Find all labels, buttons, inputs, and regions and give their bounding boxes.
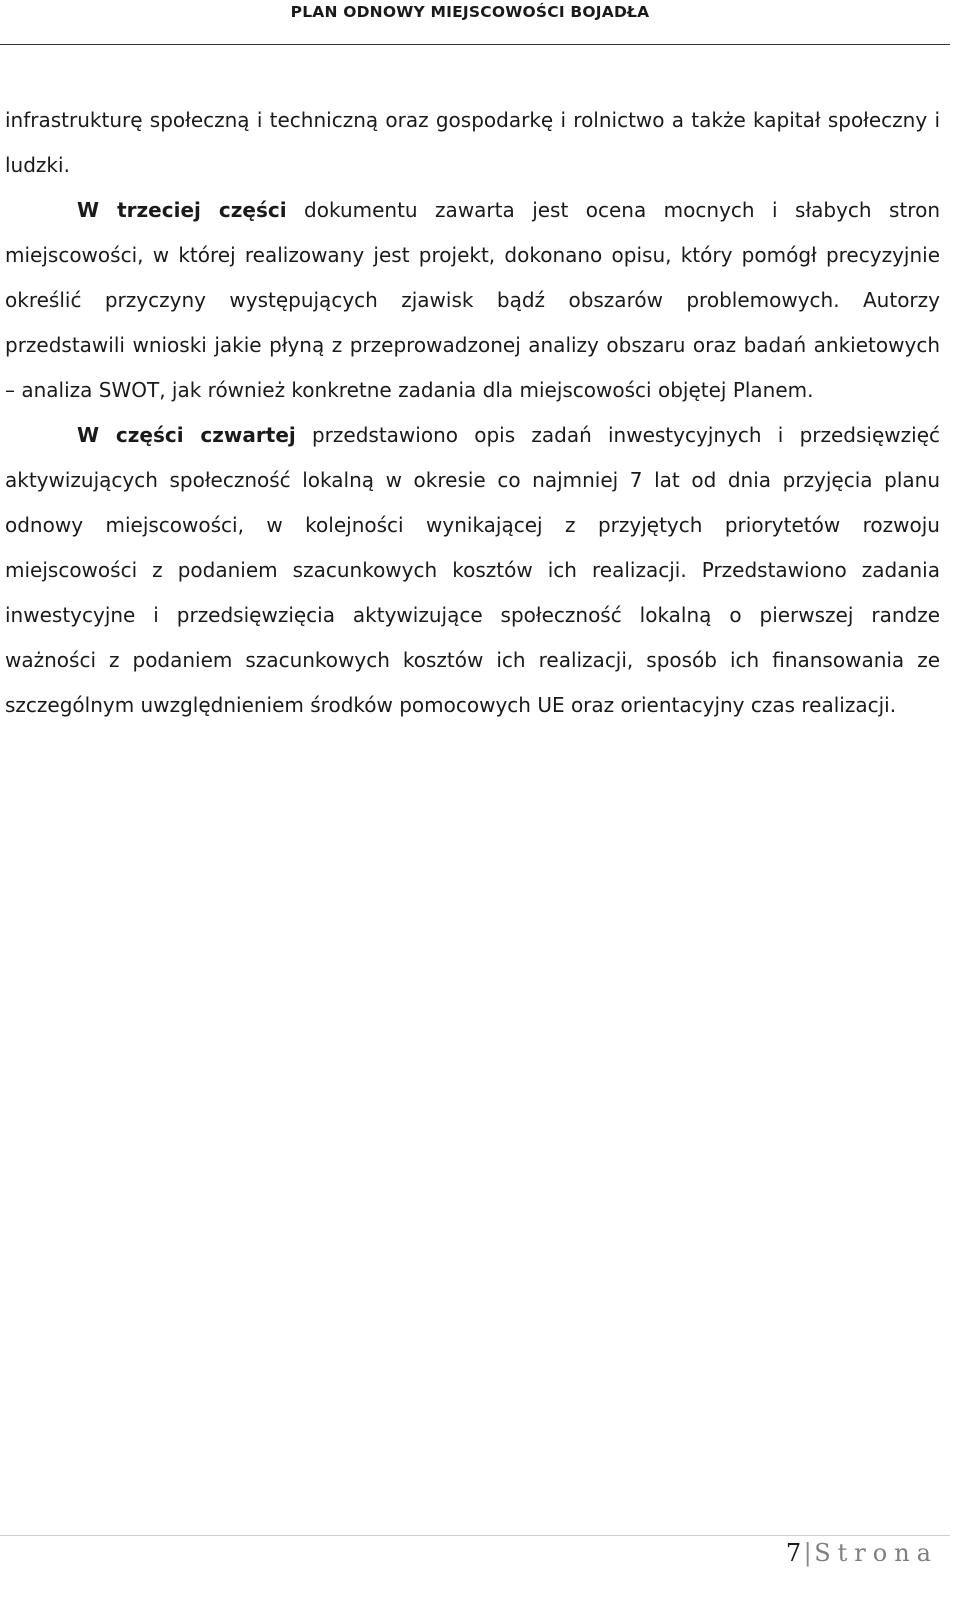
page-number-indicator — [786, 1539, 938, 1567]
paragraph-2-text: dokumentu zawarta jest ocena mocnych i słabych stron miejscowości, w której realizowany jest projekt, dokonano opisu, który pomógł precyzyjnie określić przyczyny występujących zjawisk bądź obszarów problemowych. Autorzy przedstawili wnioski jakie płyną z przeprowadzonej analizy obszaru oraz badań ankietowych – analiza SWOT, jak również konkretne zadania dla miejscowości objętej Planem. — [5, 198, 941, 402]
document-title: PLAN ODNOWY MIEJSCOWOŚCI BOJADŁA — [290, 3, 650, 21]
paragraph-2 — [5, 188, 940, 413]
document-body — [5, 98, 940, 728]
section-four-heading: W części czwartej — [77, 423, 296, 447]
page-number: 7 — [785, 1539, 802, 1567]
footer-divider — [0, 1535, 950, 1536]
page-label: Strona — [814, 1539, 938, 1567]
header-divider — [0, 44, 950, 45]
paragraph-3-text: przedstawiono opis zadań inwestycyjnych i przedsięwzięć aktywizujących społeczność lokalną w okresie co najmniej 7 lat od dnia przyjęcia planu odnowy miejscowości, w kolejności wynikającej z przyjętych priorytetów rozwoju miejscowości z podaniem szacunkowych kosztów ich realizacji. Przedstawiono zadania inwestycyjne i przedsięwzięcia aktywizujące społeczność lokalną o pierwszej randze ważności z podaniem szacunkowych kosztów ich realizacji, sposób ich finansowania ze szczególnym uwzględnieniem środków pomocowych UE oraz orientacyjny czas realizacji. — [5, 423, 940, 717]
page-separator: | — [803, 1539, 813, 1567]
paragraph-1: infrastrukturę społeczną i techniczną oraz gospodarkę i rolnictwo a także kapitał społeczny i ludzki. — [5, 108, 940, 177]
paragraph-3 — [5, 413, 940, 728]
section-three-heading: W trzeciej części — [77, 198, 287, 222]
page-header — [0, 0, 960, 46]
page-footer — [0, 1525, 960, 1597]
